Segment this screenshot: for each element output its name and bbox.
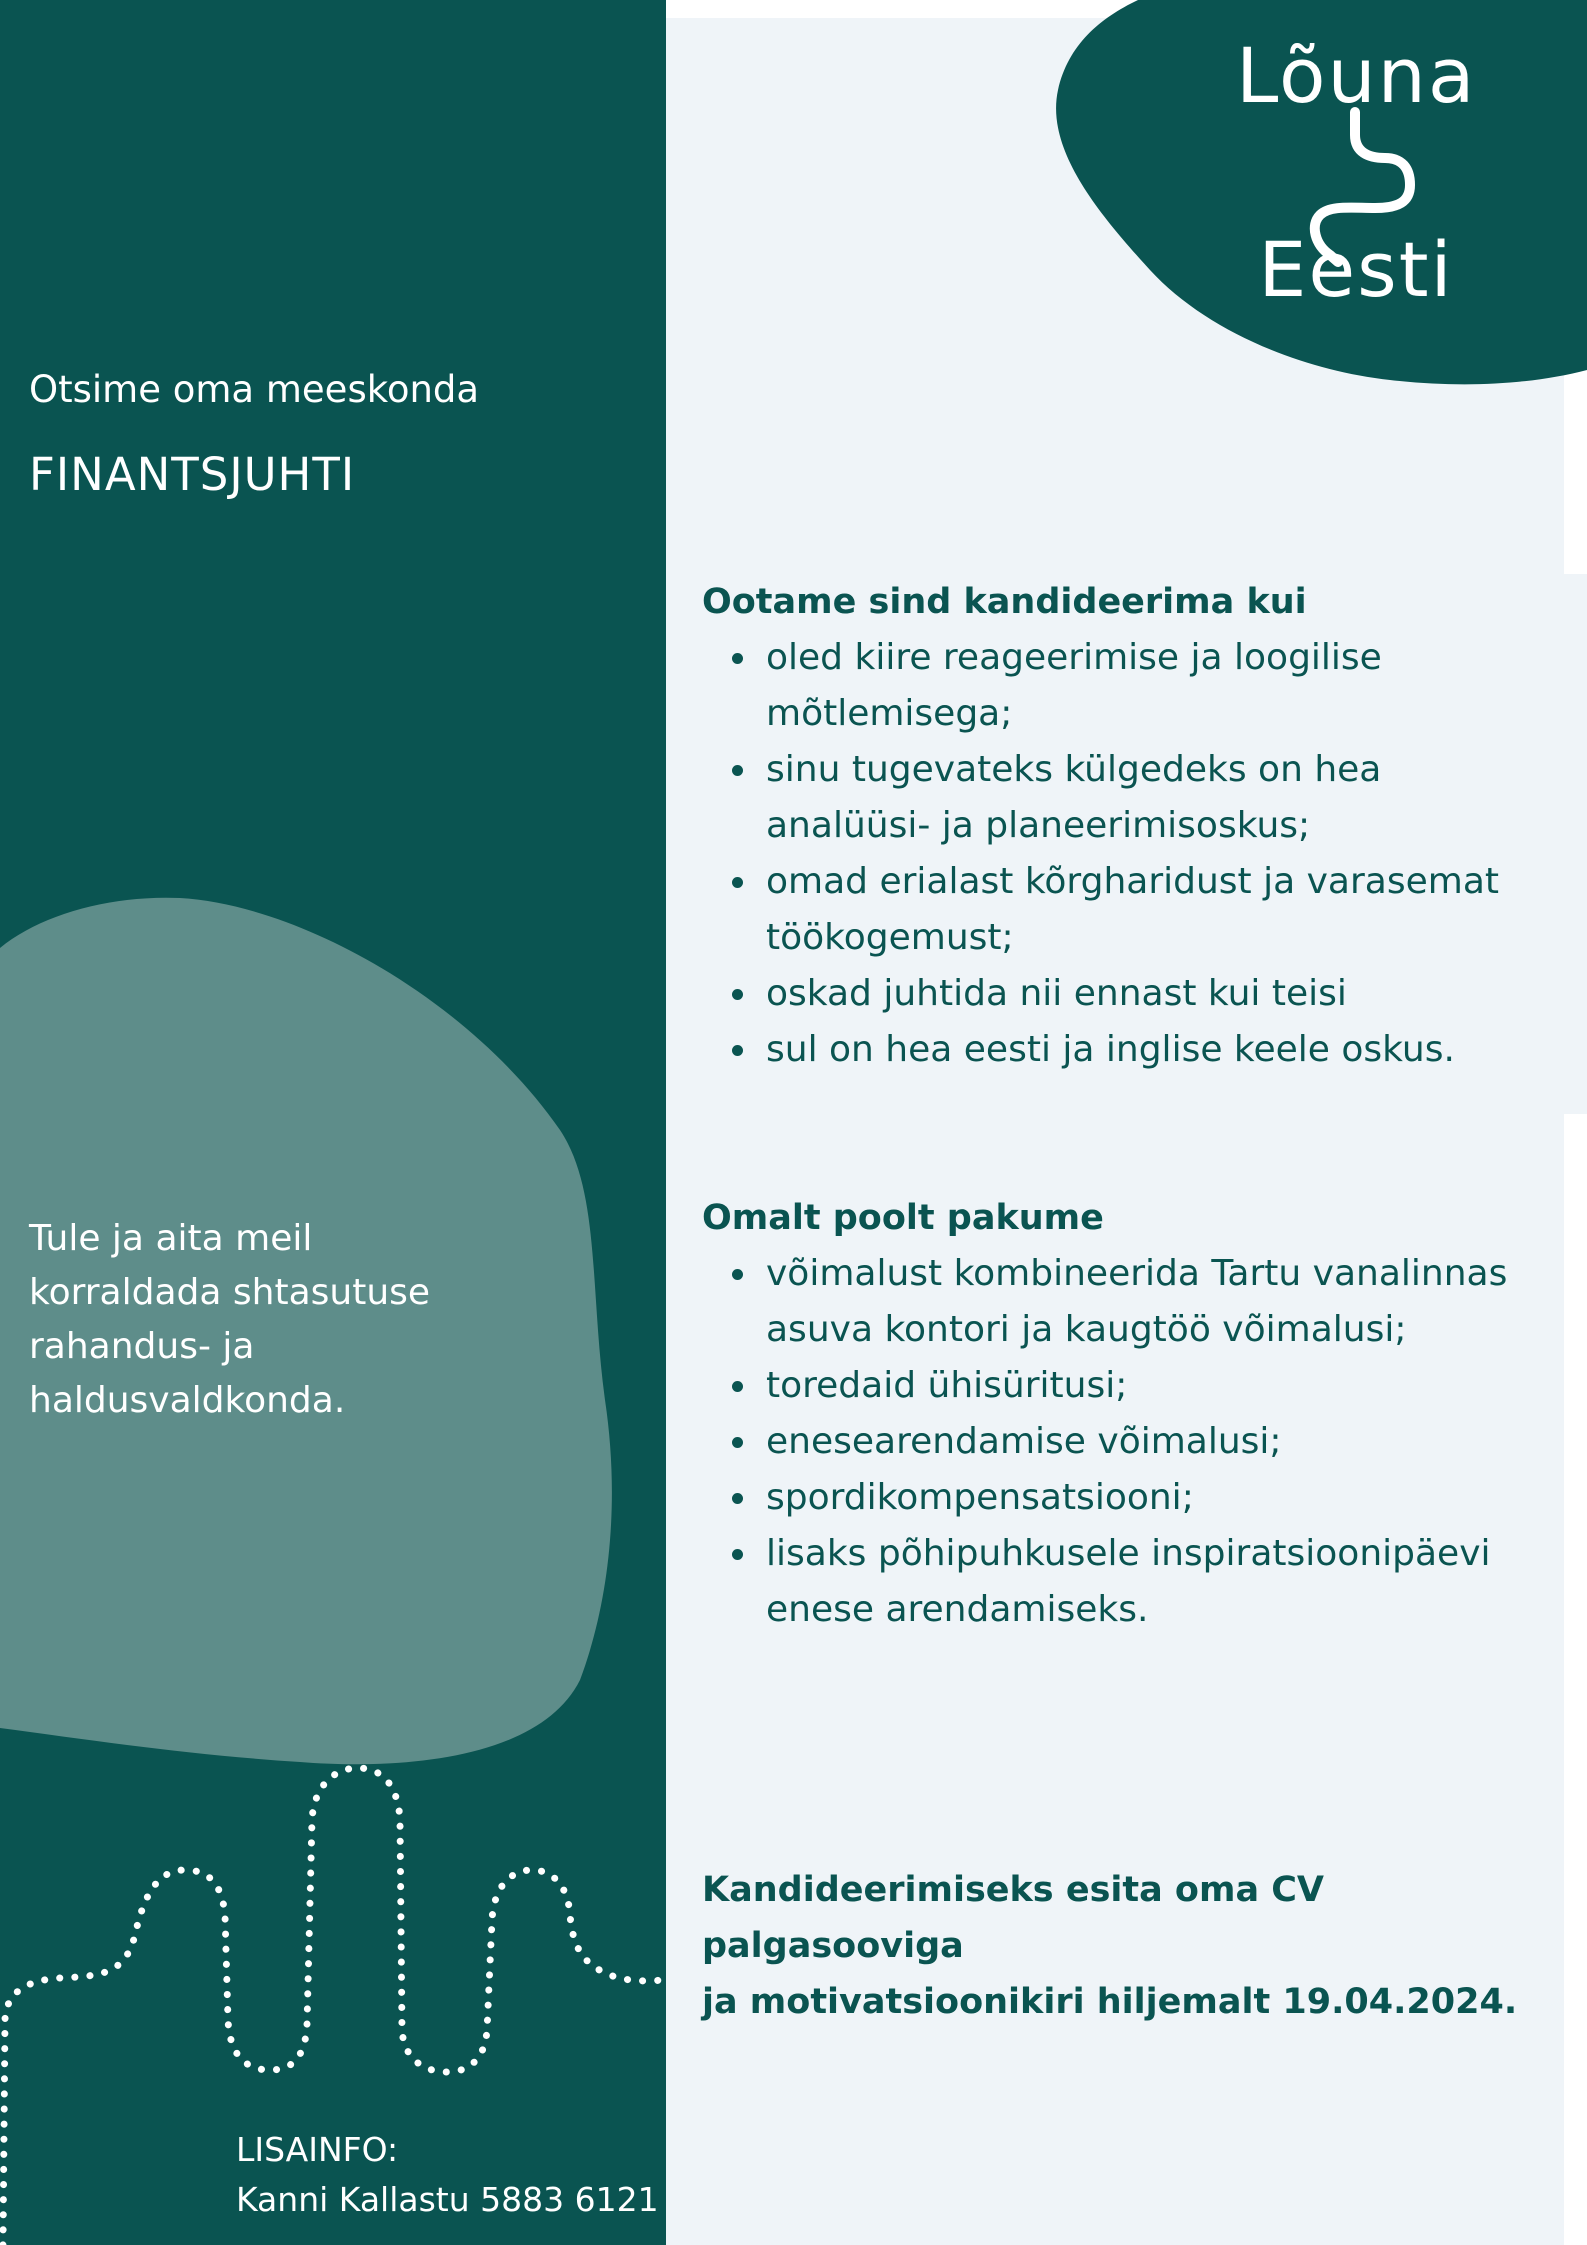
list-item-line: sul on hea eesti ja inglise keele oskus. [766, 1029, 1455, 1070]
cta-line: ja motivatsioonikiri hiljemalt 19.04.2024. [702, 1982, 1518, 2022]
tagline-line: Tule ja aita meil [29, 1218, 313, 1259]
tagline-line: korraldada shtasutuse [29, 1272, 431, 1313]
list-item-line: enese arendamiseks. [766, 1589, 1149, 1630]
list-item [766, 742, 1542, 854]
eyebrow-text: Otsime oma meeskonda [29, 368, 480, 411]
list-item-line: lisaks põhipuhkusele inspiratsioonipäevi [766, 1533, 1491, 1574]
list-item-line: toredaid ühisüritusi; [766, 1365, 1128, 1406]
tagline [29, 1212, 469, 1428]
list-item [766, 854, 1542, 966]
list-item [766, 1526, 1542, 1638]
cta-line: Kandideerimiseks esita oma CV palgasooviga [702, 1870, 1325, 1966]
list-item-line: oled kiire reageerimise ja loogilise [766, 637, 1382, 678]
list-item [766, 966, 1542, 1022]
list-item-line: omad erialast kõrgharidust ja varasemat [766, 861, 1499, 902]
list-item-line: töökogemust; [766, 917, 1014, 958]
application-call-to-action [702, 1862, 1562, 2030]
list-item-line: enesearendamise võimalusi; [766, 1421, 1282, 1462]
tagline-line: haldusvaldkonda. [29, 1380, 346, 1421]
list-item-line: spordikompensatsiooni; [766, 1477, 1194, 1518]
list-item-line: võimalust kombineerida Tartu vanalinnas [766, 1253, 1508, 1294]
offer-heading: Omalt poolt pakume [702, 1198, 1104, 1238]
list-item-line: analüüsi- ja planeerimisoskus; [766, 805, 1311, 846]
list-item [766, 1358, 1542, 1414]
offer-section [702, 1190, 1542, 1638]
requirements-section [702, 574, 1542, 1078]
contact-label: LISAINFO: [236, 2130, 399, 2169]
list-item [766, 1022, 1542, 1078]
logo-word-eesti: Eesti [1258, 225, 1454, 314]
requirements-heading: Ootame sind kandideerima kui [702, 582, 1307, 622]
list-item-line: sinu tugevateks külgedeks on hea [766, 749, 1382, 790]
list-item-line: mõtlemisega; [766, 693, 1013, 734]
requirements-list [702, 630, 1542, 1078]
offer-list [702, 1246, 1542, 1638]
right-edge-strip [1564, 574, 1587, 1114]
list-item [766, 630, 1542, 742]
list-item-line: asuva kontori ja kaugtöö võimalusi; [766, 1309, 1407, 1350]
tagline-line: rahandus- ja [29, 1326, 255, 1367]
list-item [766, 1414, 1542, 1470]
list-item [766, 1470, 1542, 1526]
list-item-line: oskad juhtida nii ennast kui teisi [766, 973, 1347, 1014]
job-title: FINANTSJUHTI [29, 448, 356, 501]
contact-info: Kanni Kallastu 5883 6121 [236, 2180, 659, 2219]
list-item [766, 1246, 1542, 1358]
logo-word-louna: Lõuna [1236, 31, 1477, 120]
